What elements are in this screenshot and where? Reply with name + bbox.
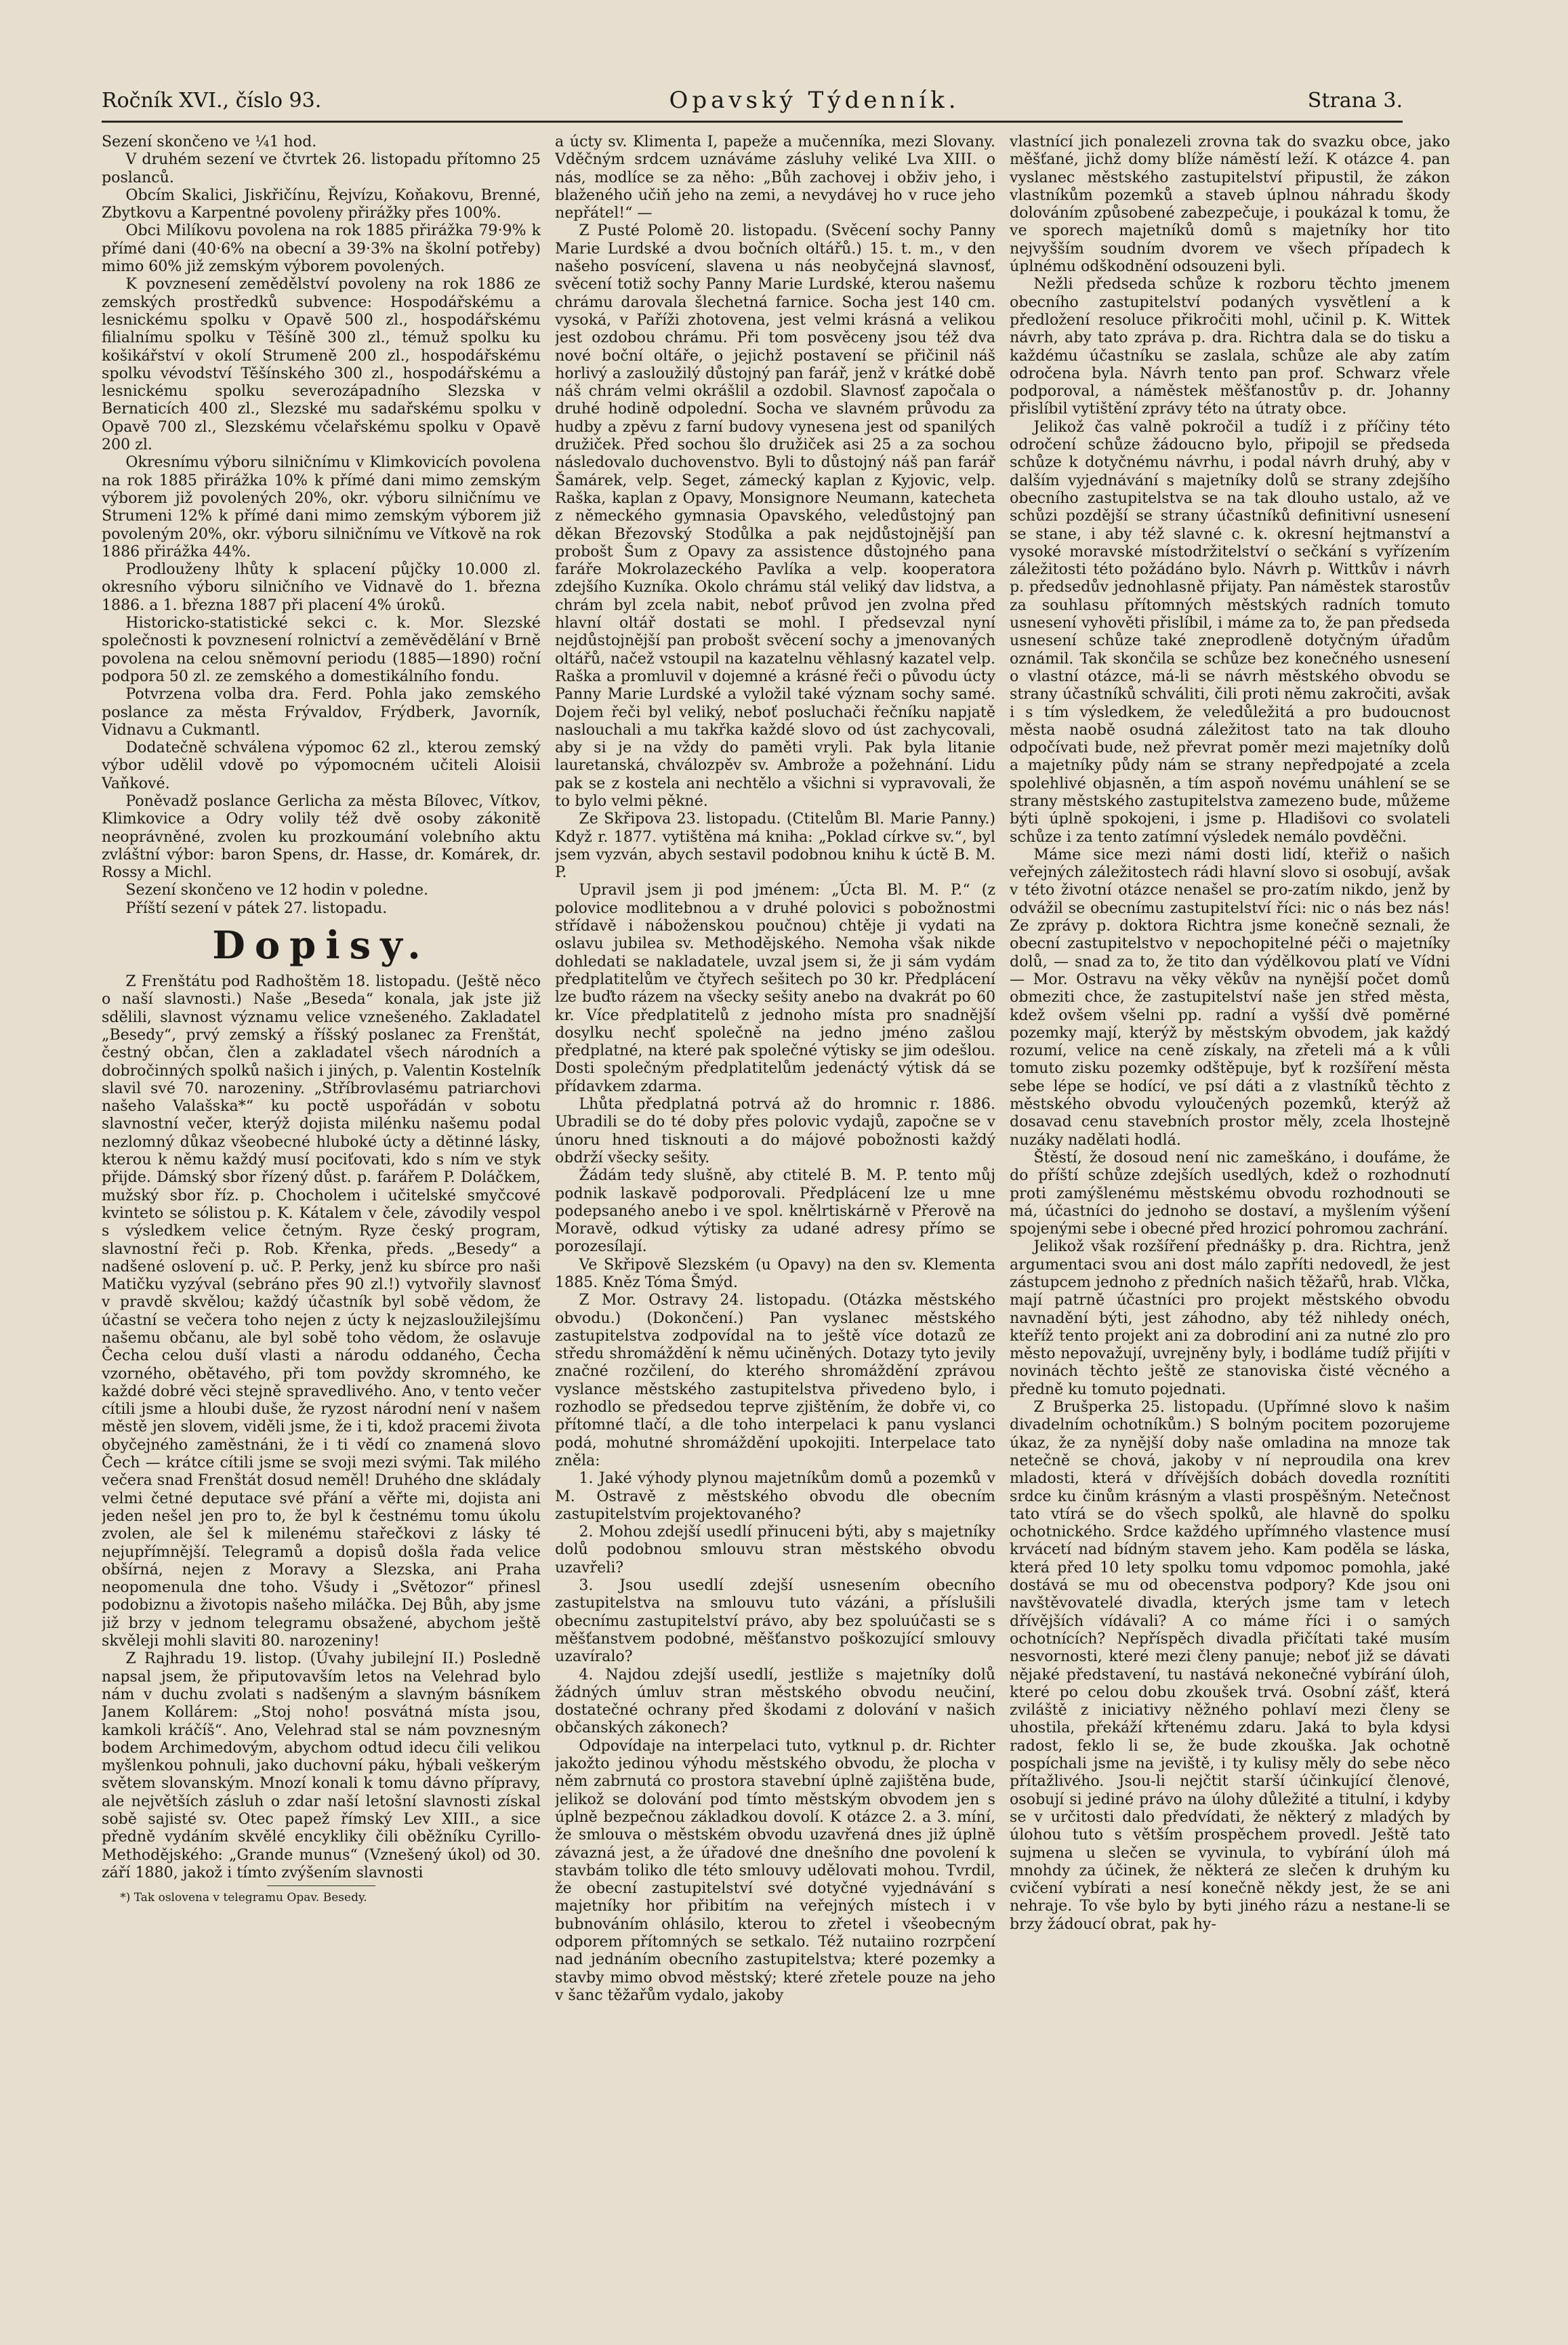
paragraph: a úcty sv. Klimenta I, papeže a mučenníka, mezi Slovany. Vděčným srdcem uznáváme zásluhy veliké Lva XIII. o nás, modlíce se za něho: „Bůh zachovej i obživ jeho, i blaženého učiň jeho na zemi, a nevydávej ho v ruce jeho nepřátel!“ — <box>555 133 995 222</box>
paragraph: 3. Jsou usedlí zdejší usnesením obecního zastupitelstva na smlouvu tuto vázáni, a příslušili obecnímu zastupitelství právo, aby bez spoluúčasti se s měšťanstvem podobné, měšťanstvo poškozující smlouvy uzavíralo? <box>555 1576 995 1666</box>
paragraph: Upravil jsem ji pod jménem: „Úcta Bl. M. P.“ (z polovice modlitebnou a v druhé polovici s pobožnostmi střídavě i náboženskou poučnou) chtěje ji vydati na oslavu jubilea sv. Methodějského. Nemoha však nikde dohledati se nakladatele, uvzal jsem si, že ji sám vydám předplatitelům ve čtyřech sešitech po 30 kr. Předplácení lze buďto rázem na všecky sešity anebo na dvakrát po 60 kr. Více předplatitelů z jednoho místa pro snadnější dosylku nechť společně na jedno jméno zašlou předplatné, na které pak společné výtisky se jim odešlou. Dosti společným předplatitelům jedenáctý výtisk dá se přídavkem zdarma. <box>555 881 995 1095</box>
page-number: Strana 3. <box>1307 88 1403 113</box>
paragraph: 4. Najdou zdejší usedlí, jestliže s majetníky dolů žádných úmluv stran městského obvodu neučiní, dostatečné ochrany před škodami z dolování v našich občanských zákonech? <box>555 1665 995 1737</box>
paragraph: Z Brušperka 25. listopadu. (Upřímné slovo k našim divadelním ochotníkům.) S bolným pocitem pozorujeme úkaz, že za nynější doby naše omladina na mnoze tak netečně se chová, jakoby v ní neproudila ona krev mladosti, která v dřívějších dobách dovedla roznítiti srdce ku činům krásným a vlasti prospěšným. Netečnost tato vtírá se do všech spolků, ale hlavně do spolku ochotnického. Srdce každého upřímného vlastence musí krvácetí nad bídným stavem jeho. Kam poděla se láska, která před 10 lety spolku tomu vdpomoc pomohla, jaké dostává se mu od obecenstva podpory? Kde jsou oni navštěvovatelé divadla, kterých jsme tam v letech dřívějších vídávali? A co máme říci i o samých ochotnících? Nepříspěch divadla přičítati také musím nesvornosti, které mezi členy panuje; neboť již se dávati nějaké představení, tu nastává nekonečné vybírání úloh, které po celou dobu zkoušek trvá. Osobní zášť, která zviláště z iniciativy něžného pohlaví mezi členy se uhostila, překáží křtenému zdaru. Jaká to byla kdysi radost, feklo li se, že bude zkouška. Jak ochotně pospíchali jsme na jeviště, i ty kulisy měly do sebe něco přítažlivého. Jsou-li nejčtit starší účinkující členové, osobují si jediné právo na úlohy důležité a titulní, i kdyby se v určitosti dalo předvídati, že některý z mladých by úlohou tuto s větším prospěchem provedl. Ještě tato sujmena u slečen se vyvinula, to vybírání úloh má mnohdy za účinek, že některá ze slečen k druhým ku cvičení vybírati a nesí konečně někdy jest, že se ani nehraje. To vše bylo by byti jiného rázu a nestane-li se brzy žádoucí obrat, pak hy- <box>1010 1398 1450 1933</box>
section-heading: Dopisy. <box>212 923 430 968</box>
paragraph: Žádám tedy slušně, aby ctitelé B. M. P. tento můj podnik laskavě podporovali. Předplácení lze u mne podepsaného anebo i ve spol. knělrtiskárně v Přerově na Moravě, odkud výtisky za udané adresy přímo se porozesílají. <box>555 1166 995 1256</box>
paragraph: Sezení skončeno ve ¼1 hod. <box>102 133 317 150</box>
paragraph: Z Mor. Ostravy 24. listopadu. (Otázka městského obvodu.) (Dokončení.) Pan vyslanec městského zastupitelstva zodpovídal na to ještě více dotazů ze středu shromáždění k němu učiněných. Dotazy tyto jevily značné rozčilení, do kterého shromáždění zprávou vyslance městského zastupitelstva přivedeno bylo, i rozhodlo se předsedou teprve zjištěním, že dobře vi, co přítomné tlačí, a dle toho interpelaci k panu vyslanci podá, mohutné shromáždění upokojiti. Interpelace tato zněla: <box>555 1291 995 1469</box>
paragraph: Z Frenštátu pod Radhoštěm 18. listopadu. (Ještě něco o naší slavnosti.) Naše „Beseda“ konala, jak jste již sdělili, slavnost významu velice vznešeného. Zakladatel „Besedy“, prvý zemský a říšský poslanec za Frenštát, čestný občan, člen a zakladatel všech národních a dobročinných spolků našich i jiných, p. Valentin Kostelník slavil své 70. narozeniny. „Stříbrovlasému patriarchovi našeho Valašska*“ ku poctě uspořádán v sobotu slavnostní večer, kterýž dojista milénku našemu podal nezlomný důkaz všeobecné hluboké úcty a dětinné lásky, kterou k němu každý musí pociťovati, kdo s ním ve styk přijde. Dámský sbor řízený důst. p. farářem P. Doláčkem, mužský sbor říz. p. Chocholem i učitelské smyčcové kvinteto se sólistou p. K. Kátalem v čele, závodily vespol s výsledkem velice četným. Ryze český program, slavnostní řeči p. Rob. Křenka, předs. „Besedy“ a nadšené oslovení p. uč. P. Perky, jenž ku sbírce pro naši Matičku vyzýval (sebráno přes 90 zl.!) vytvořily slavnosť v pravdě skvělou; každý účastník byl sobě vědom, že účastní se večera toho nejen z úcty k nejzasloužilejšímu našemu občanu, ale byl sobě toho vědom, že oslavuje Čecha celou duší vlasti a národu oddaného, Čecha vzorného, obětavého, při tom povždy skromného, ke každé dobré věci stejně spravedlivého. Ano, v tento večer cítili jsme a hloubi duše, že ryzost národní není v našem městě jen slovem, viděli jsme, že i ti, kdož pracemi života obyčejného zaměstnáni, že i ti vědí co znamená slovo Čech — krátce cítili jsme se svoji mezi svými. Tak milého večera snad Frenštát dosud neměl! Druhého dne skládaly velmi četné deputace své přání a věřte mi, dojista ani jeden nešel jen pro to, že byl k čestnému tomu úkolu zvolen, ale šel k milenému stařečkovi z lásky té nejupřímnější. Telegramů a dopisů došla řada velice obšírná, nejen z Moravy a Slezska, ani Praha neopomenula dne toho. Všudy i „Světozor“ přinesl podobiznu a životopis našeho miláčka. Dej Bůh, aby jsme již brzy v jednom telegramu obsažené, abychom ještě skvěleji mohli slaviti 80. narozeniny! <box>102 973 541 1650</box>
paragraph: Obci Milíkovu povolena na rok 1885 přirážka 79·9% k přímé dani (40·6% na obecní a 39·3% na školní potřeby) mimo 60% již zemským výborem povolených. <box>102 222 541 276</box>
paragraph: Ve Skřipově Slezském (u Opavy) na den sv. Klementa 1885. Kněz Tóma Šmýd. <box>555 1255 995 1291</box>
paragraph: Z Rajhradu 19. listop. (Úvahy jubilejní II.) Posledně napsal jsem, že připutovavším letos na Velehrad bylo nám v duchu zvolati s nadšeným a slavným básníkem Janem Kollárem: „Stoj noho! posvátná místa jsou, kamkoli kráčíš“. Ano, Velehrad stal se nám povznesným bodem Archimedovým, abychom odtud idecu čili velikou myšlenkou pohnuli, jako duchovní páku, hýbali veškerým světem slovanským. Mnozí konali k tomu dávno přípravy, ale největších zásluh o zdar naší letošní slavnosti získal sobě sajisté sv. Otec papež římský Lev XIII., a sice předně vydáním skvělé encykliky čili oběžníku Cyrillo-Methodějského: „Grande munus“ (Vznešený úkol) od 30. září 1880, jakož i tímto zvýšením slavnosti <box>102 1650 541 1881</box>
paragraph: Nežli předseda schůze k rozboru těchto jmenem obecního zastupitelství podaných vysvětlení a k předložení resoluce přikročiti mohl, učinil p. K. Wittek návrh, aby tato zpráva p. dra. Richtra dala se do tisku a každému účastníku se zaslala, schůze ale aby zatím odročena byla. Návrh tento pan prof. Schwarz vřele podporoval, a náměstek měšťanostův p. dr. Johanny přislíbil vytištění zprávy této na útraty obce. <box>1010 275 1450 418</box>
paragraph: Historicko-statistické sekci c. k. Mor. Slezské společnosti k povznesení rolnictví a zeměvědělání v Brně povolena na celou sněmovní periodu (1885—1890) roční podpora 50 zl. ze zemského a domestikálního fondu. <box>102 614 541 685</box>
paragraph: Příští sezení v pátek 27. listopadu. <box>125 899 388 917</box>
paragraph: vlastnící jich ponalezeli zrovna tak do svazku obce, jako měšťané, jichž domy blíže náměstí leží. K otázce 4. pan vyslanec městského zastupitelství připustil, že zákon vlastníkům pozemků a staveb úplnou náhradu škody dolováním způsobené zabezpečuje, i poukázal k tomu, že ve sporech majetníků domů s majetníky hor tito nejvyšším soudním dvorem ve všech případech k úplnému odškodnění odsouzeni byli. <box>1010 133 1450 276</box>
paragraph: Okresnímu výboru silničnímu v Klimkovicích povolena na rok 1885 přirážka 10% k přímé dani mimo zemským výborem již povolených 20%, okr. výboru silničnímu ve Strumeni 12% k přímé dani mimo zemským výborem již povoleným 20%, okr. výboru silničnímu ve Vítkově na rok 1886 přirážka 44%. <box>102 453 541 560</box>
paragraph: Ze Skřipova 23. listopadu. (Ctitelům Bl. Marie Panny.) Když r. 1877. vytištěna má kniha: „Poklad církve sv.“, byl jsem vyzván, abych sestavil podobnou knihu k úctě B. M. P. <box>555 810 995 882</box>
paragraph: Poněvadž poslance Gerlicha za města Bílovec, Vítkov, Klimkovice a Odry volily též dvě osoby zákonitě neoprávněné, zvolen ku prozkoumání volebního aktu zvláštní výbor: baron Spens, dr. Hasse, dr. Komárek, dr. Rossy a Michl. <box>102 792 541 882</box>
column-1 <box>102 133 541 2315</box>
paragraph: Obcím Skalici, Jiskřičínu, Řejvízu, Koňakovu, Brenné, Zbytkovu a Karpentné povoleny přirážky přes 100%. <box>102 186 541 222</box>
masthead-title: Opavský Týdenník. <box>669 87 960 114</box>
page-header <box>102 80 1403 123</box>
paragraph: Sezení skončeno ve 12 hodin v poledne. <box>125 881 429 899</box>
column-2 <box>555 133 995 2315</box>
paragraph: 1. Jaké výhody plynou majetníkům domů a pozemků v M. Ostravě z městského obvodu dle obecním zastupitelstvím projektovaného? <box>555 1469 995 1523</box>
paragraph: Prodlouženy lhůty k splacení půjčky 10.000 zl. okresního výboru silničního ve Vidnavě do 1. března 1886. a 1. března 1887 při placení 4% úroků. <box>102 560 541 614</box>
footnote: *) Tak oslovena v telegramu Opav. Besedy. <box>120 1891 367 1905</box>
paragraph: Potvrzena volba dra. Ferd. Pohla jako zemského poslance za města Frývaldov, Frýdberk, Javorník, Vidnavu a Cukmantl. <box>102 685 541 739</box>
paragraph: Máme sice mezi námi dosti lidí, kteřiž o našich veřejných záležitostech rádi hlavní slovo si osobují, avšak v této životní otázce nenašel se pro-zatím nikdo, jenž by odvážil se obecnímu zastupitelství říci: nic o nás bez nás! Ze zprávy p. doktora Richtra jsme konečně seznali, že obecní zastupitelstvo v nepochopitelné péči o majetníky dolů, — snad za to, že tito dan výdělkovou platí ve Vídni — Mor. Ostravu na věky věkův na nynější počet domů obmeziti chce, že zastupitelství naše jen střed města, kdež ovšem všelni pp. radní a vyšší dvě poměrné pozemky mají, kterýž by městským obvodem, jak každý rozumí, velice na ceně získaly, na zřeteli má a k vůli tomuto zisku pozemky odštěpuje, byť k rozšíření města sebe lépe se hodící, ve psí dáti a z vlastníků těchto z městského obvodu vyloučených pozemků, kterýž až dosavad cenu stavebních prostor měly, zcela lhostejně nuzáky nadělati hodlá. <box>1010 845 1450 1149</box>
paragraph: 2. Mohou zdejší usedlí přinuceni býti, aby s majetníky dolů podobnou smlouvu stran městského obvodu uzavřeli? <box>555 1523 995 1576</box>
paragraph: Štěstí, že dosoud není nic zameškáno, i doufáme, že do příští schůze zdejších usedlých, kdež o rozhodnutí proti zamýšlenému městskému obvodu rozhodnouti se má, účastníci do jednoho se dostaví, a myšlením výšení spojenými sebe i obecné před hrozicí pohromou zachrání. <box>1010 1148 1450 1238</box>
paragraph: Jelikož čas valně pokročil a tudíž i z příčiny této odročení schůze žádoucno bylo, připojil se předseda schůze k dotyčnému návrhu, i podal návrh druhý, aby v dalším vyjednávání s majetníky dolů se strany zdejšího obecního zastupitelstva se na tak dlouho ustalo, až ve schůzi pozdější se strany účastníků definitivní usnesení se stane, i aby též slavné c. k. okresní hejtmanství a vysoké moravské místodržitelství o sečkání s vyřízením záležitosti této požádáno bylo. Návrh p. Wittkův i návrh p. předsedův jednohlasně přijaty. Pan náměstek starostův za souhlasu přítomných městských radních tomuto usnesení vyhověti přislíbil, i máme za to, že pan předseda usnesení schůze také zneprodleně dotyčným úřadům oznámil. Tak skončila se schůze bez konečného usnesení o vlastní otázce, má-li se návrh městského obvodu se strany účastníků schváliti, čili proti němu zakročiti, avšak i s tím výsledkem, že veledůležitá a pro budoucnost města naobě osudná záležitost tato na tak dlouho odpočívati bude, než převrat poměr mezi majetníky dolů a majetníky půdy nám se strany nepředpojaté a zcela spolehlivé objasněn, a tím aspoň novému unáhlení se se strany městského zastupitelstva zamezeno bude, můžeme býti úplně spokojeni, i jsme p. Hladišovi co svolateli schůze i za tento zatímní výsledek nemálo povděčni. <box>1010 417 1450 846</box>
paragraph: Z Pusté Polomě 20. listopadu. (Svěcení sochy Panny Marie Lurdské a dvou bočních oltářů.) 15. t. m., v den našeho posvícení, slavena u nás neobyčejná slavnosť, svěcení totiž sochy Panny Marie Lurdské, kterou našemu chrámu darovala šlechetná farnice. Socha jest 140 cm. vysoká, v Paříži zhotovena, jest velmi krásná a velikou jest ozdobou chrámu. Při tom posvěceny jsou též dva nové boční oltáře, o jejichž postavení se přičinil náš horlivý a zasloužilý důstojný pan farář, jenž v krátké době náš chrám velmi okrášlil a ozdobil. Slavnosť započala o druhé hodině odpolední. Socha ve slavném průvodu za hudby a zpěvu z farní budovy vynesena jest od spanilých družiček. Před sochou šlo družiček asi 25 a za sochou následovalo duchovenstvo. Byli to důstojný náš pan farář Šamárek, velp. Seget, zámecký kaplan z Kyjovic, velp. Raška, kaplan z Opavy, Monsignore Neumann, katecheta z německého gymnasia Opavského, veledůstojný pan děkan Březovský Stodůlka a pak nejdůstojnější pan probošt Šum z Opavy za assistence důstojného pana faráře Mokrolazeckého Pavlíka a velp. kooperatora zdejšího Kuzníka. Okolo chrámu stál veliký dav lidstva, a chrám byl zcela nabit, neboť průvod jen zvolna před hlavní oltář dostati se mohl. I předsevzal nyní nejdůstojnější pan probošt svěcení sochy a jmenovaných oltářů, načež vstoupil na kazatelnu věhlasný kazatel velp. Raška a promluvil v dojemné a krásné řeči o původu úcty Panny Marie Lurdské a vyložil také význam sochy samé. Dojem řeči byl veliký, neboť posluchači řečníku napjatě naslouchali a mu takřka každé slovo od úst zachycovali, aby si je na vždy do paměti vryli. Pak byla litanie lauretanská, chválozpěv sv. Ambrože a požehnání. Lidu pak se z kostela ani nechtělo a všichni si vypravovali, že to bylo velmi pěkné. <box>555 222 995 810</box>
footnote-divider <box>267 1885 375 1886</box>
issue-number: Ročník XVI., číslo 93. <box>102 88 322 113</box>
paragraph: Jelikož však rozšíření přednášky p. dra. Richtra, jenž argumentaci svou ani dost málo zapříti nedovedl, že jest zástupcem jednoho z předních našich těžařů, hrab. Vlčka, mají patrně účastníci pro projekt městského obvodu navnadění býti, jest záhodno, aby též nihledy onéch, kteříž tento projekt ani za dobrodiní ani za nutné zlo pro město nepovažují, uvrejněny byly, i bodláme tudíž přijíti v novinách těchto ještě ze stanoviska čisté věcného a předně ku tomuto pojednati. <box>1010 1238 1450 1398</box>
paragraph: Odpovídaje na interpelaci tuto, vytknul p. dr. Richter jakožto jedinou výhodu městského obvodu, že plocha v něm zabrnutá co prostora stavební úplně zajištěna bude, jelikož se dolování pod tímto městským obvodem jen s úplně bezpečnou základkou dovolí. K otázce 2. a 3. míní, že smlouva o městském obvodu uzavřená dnes již úplně závazná jest, a že úřadové dne dnešního dne povolení k stavbám toliko dle této smlouvy udělovati mohou. Tvrdil, že obecní zastupitelství své dotyčné vyjednávání s majetníky hor přibitím na veřejných místech i v bubnováním ohlásilo, kterou to zřetel i všeobecným odporem přítomných se setkalo. Též nutaiino rozrpčení nad jednáním obecního zastupitelstva; které pozemky a stavby mimo obvod městský; které zřetele pouze na jeho v šanc těžařům vydalo, jakoby <box>555 1736 995 2004</box>
paragraph: Dodatečně schválena výpomoc 62 zl., kterou zemský výbor udělil vdově po výpomocném učiteli Aloisii Vaňkové. <box>102 739 541 792</box>
column-3 <box>1010 133 1450 2315</box>
paragraph: K povznesení zemědělství povoleny na rok 1886 ze zemských prostředků subvence: Hospodářskému a lesnickému spolku v Opavě 500 zl., hospodářskému filialnímu spolku v Těšíně 300 zl., témuž spolku ku košikářství v okolí Strumeně 200 zl., hospodářskému spolku vévodství Těšínského 300 zl., hospodářskému a lesnickému spolku severozápadního Slezska v Bernaticích 400 zl., Slezské mu sadařskému spolku v Opavě 700 zl., Slezskému včelařskému spolku v Opavě 200 zl. <box>102 275 541 454</box>
text-columns <box>102 133 1450 2315</box>
paragraph: Lhůta předplatná potrvá až do hromnic r. 1886. Ubradili se do té doby přes polovic vydajů, započne se v únoru hned tisknouti a do májové pobožnosti každý obdrží všecky sešity. <box>555 1095 995 1166</box>
paragraph: V druhém sezení ve čtvrtek 26. listopadu přítomno 25 poslanců. <box>102 150 541 186</box>
